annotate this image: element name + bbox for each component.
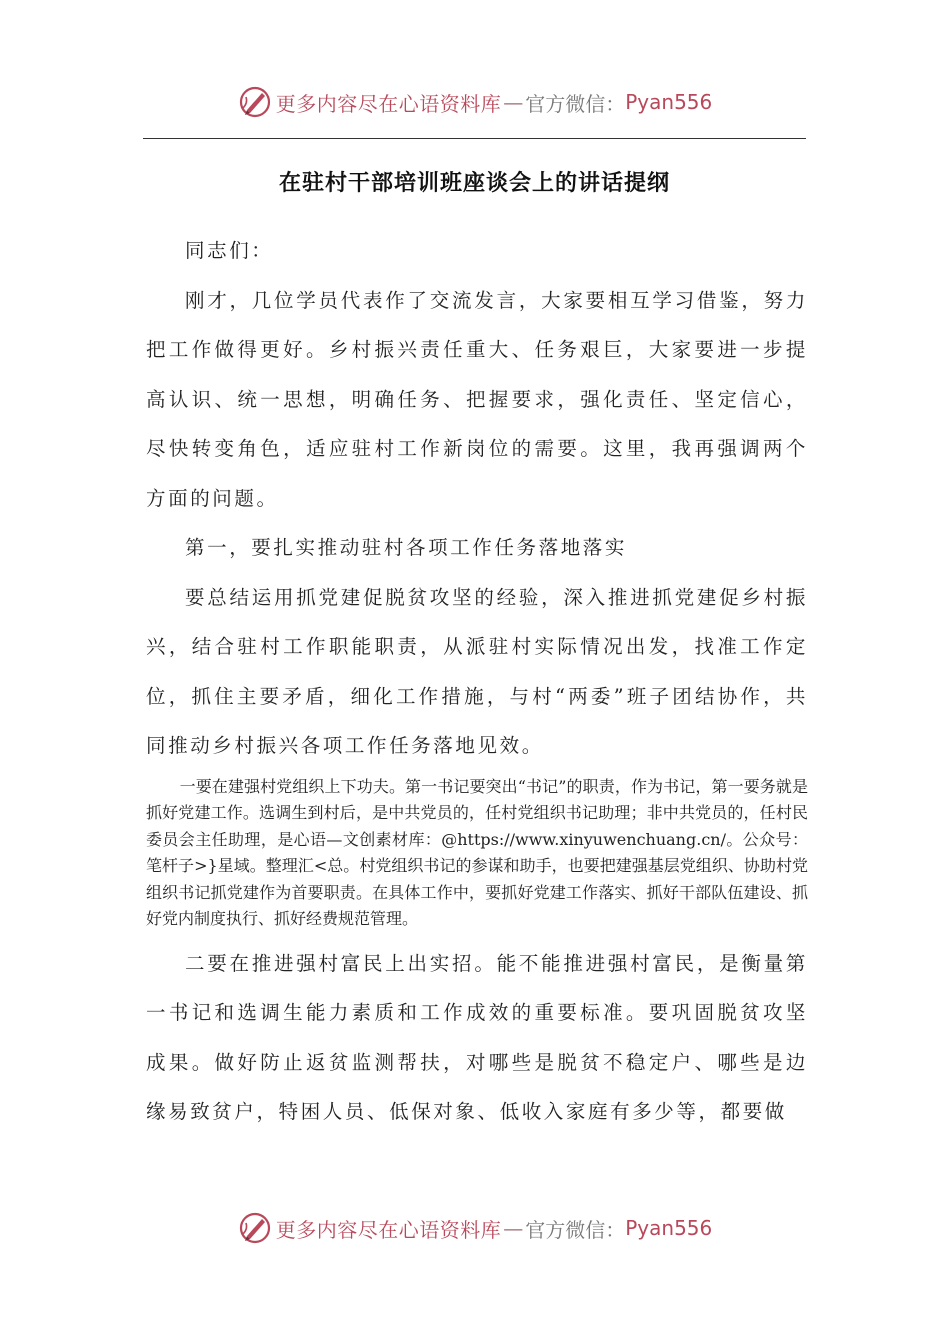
footer-contact-label: 官方微信： xyxy=(525,1217,626,1242)
document-title: 在驻村干部培训班座谈会上的讲话提纲 xyxy=(278,171,670,196)
header-banner xyxy=(0,80,950,124)
document-body xyxy=(146,226,808,1137)
footer-slogan: 更多内容尽在心语资料库 xyxy=(275,1217,502,1242)
paragraph-intro: 刚才，几位学员代表作了交流发言，大家要相互学习借鉴，努力把工作做得更好。乡村振兴责任重大、任务艰巨，大家要进一步提高认识、统一思想，明确任务、把握要求，强化责任、坚定信心，尽快转变角色，适应驻村工作新岗位的需要。这里，我再强调两个方面的问题。 xyxy=(146,288,808,510)
header-slogan: 更多内容尽在心语资料库 xyxy=(275,91,502,116)
footer-contact-id: Pyan556 xyxy=(625,1216,713,1240)
pen-logo-icon xyxy=(238,1211,272,1245)
pen-logo-icon xyxy=(238,85,272,119)
section-heading-first: 第一，要扎实推动驻村各项工作任务落地落实 xyxy=(185,536,628,559)
header-contact-id: Pyan556 xyxy=(625,90,713,114)
header-divider xyxy=(143,138,806,139)
footer-banner xyxy=(0,1206,950,1250)
paragraph-point-two: 二要在推进强村富民上出实招。能不能推进强村富民，是衡量第一书记和选调生能力素质和工作成效的重要标准。要巩固脱贫攻坚成果。做好防止返贫监测帮扶，对哪些是脱贫不稳定户、哪些是边缘易致贫户，特困人员、低保对象、低收入家庭有多少等，都要做 xyxy=(146,951,808,1123)
footer-dash: — xyxy=(503,1216,524,1240)
paragraph-salutation: 同志们： xyxy=(185,239,274,262)
paragraph-first-overview: 要总结运用抓党建促脱贫攻坚的经验，深入推进抓党建促乡村振兴，结合驻村工作职能职责，从派驻村实际情况出发，找准工作定位，抓住主要矛盾，细化工作措施，与村“两委”班子团结协作，共同推动乡村振兴各项工作任务落地见效。 xyxy=(146,585,808,757)
header-dash: — xyxy=(503,90,524,114)
paragraph-point-one: 一要在建强村党组织上下功夫。第一书记要突出“书记”的职责，作为书记，第一要务就是抓好党建工作。选调生到村后，是中共党员的，任村党组织书记助理；非中共党员的，任村民委员会主任助理，是心语—文创素材库：@https://www.xinyuwenchuang.cn/。公众号：笔杆子>}星域。整理汇<总。村党组织书记的参谋和助手，也要把建强基层党组织、协助村党组织书记抓党建作为首要职责。在具体工作中，要抓好党建工作落实、抓好干部队伍建设、抓好党内制度执行、抓好经费规范管理。 xyxy=(146,776,808,928)
header-contact-label: 官方微信： xyxy=(525,91,626,116)
